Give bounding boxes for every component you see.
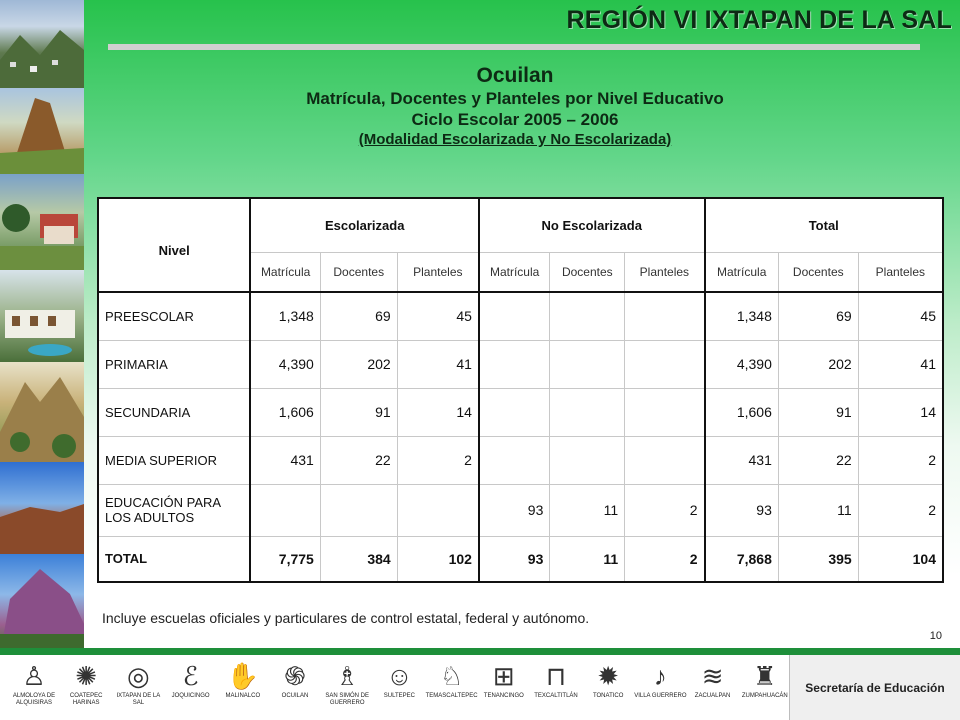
row-label: PREESCOLAR	[98, 292, 250, 340]
subheader-docentes: Docentes	[778, 252, 858, 292]
group-header-total: Total	[705, 198, 943, 252]
header-rule	[108, 44, 920, 50]
modality-note: (Modalidad Escolarizada y No Escolarizada)	[358, 131, 672, 148]
municipality-logo	[215, 661, 271, 700]
municipality-name: SAN SIMÓN DE GUERRERO	[325, 693, 370, 706]
table-cell: 1,348	[705, 292, 779, 340]
table-subtitle: Matrícula, Docentes y Planteles por Nivel Educativo	[306, 89, 724, 108]
municipality-logo-strip	[0, 655, 790, 720]
table-cell	[479, 436, 550, 484]
municipality-logo	[110, 661, 166, 707]
photo-strip	[0, 0, 84, 655]
table-cell: 93	[705, 484, 779, 536]
table-cell: 14	[397, 388, 479, 436]
group-header-row	[98, 198, 943, 252]
table-row	[98, 388, 943, 436]
landscape-photo-5	[0, 362, 84, 463]
table-cell	[625, 340, 705, 388]
table-cell: 4,390	[250, 340, 320, 388]
municipality-logo	[580, 661, 636, 700]
nivel-header: Nivel	[98, 198, 250, 292]
total-cell: 93	[479, 536, 550, 582]
landscape-photo-1	[0, 0, 84, 89]
glyph-spiral-icon: ֍	[284, 661, 306, 691]
subheader-docentes: Docentes	[320, 252, 397, 292]
municipality-name: OCUILAN	[281, 693, 309, 699]
table-cell: 11	[550, 484, 625, 536]
table-cell: 1,606	[250, 388, 320, 436]
municipality-logo	[371, 661, 427, 700]
glyph-sun-icon: ✹	[597, 661, 620, 691]
municipality-logo	[737, 661, 793, 700]
subheader-planteles: Planteles	[625, 252, 705, 292]
table-cell	[625, 292, 705, 340]
table-cell: 45	[858, 292, 943, 340]
glyph-temple-icon: ⊓	[545, 661, 567, 691]
landscape-photo-4	[0, 270, 84, 363]
municipality-logo	[632, 661, 688, 700]
table-cell	[550, 436, 625, 484]
subheader-planteles: Planteles	[397, 252, 479, 292]
table-cell	[550, 292, 625, 340]
table-cell	[397, 484, 479, 536]
municipality-name: TENANCINGO	[483, 693, 524, 699]
table-cell: 22	[778, 436, 858, 484]
glyph-ring-icon: ◎	[127, 661, 150, 691]
municipality-name: IXTAPAN DE LA SAL	[116, 693, 161, 706]
glyph-swirl-icon: ℰ	[182, 661, 199, 691]
municipality-logo	[685, 661, 741, 700]
municipality-logo	[319, 661, 375, 707]
glyph-figure-icon: ♙	[22, 661, 46, 691]
municipality-logo	[528, 661, 584, 700]
glyph-figure2-icon: ♗	[335, 661, 359, 691]
subheader-matricula: Matrícula	[705, 252, 779, 292]
table-cell: 1,606	[705, 388, 779, 436]
table-cell: 4,390	[705, 340, 779, 388]
municipality-name: TONATICO	[592, 693, 624, 699]
enrollment-table	[97, 197, 944, 583]
municipality-name: SULTEPEC	[383, 693, 415, 699]
table-cell: 1,348	[250, 292, 320, 340]
table-cell: 91	[320, 388, 397, 436]
institution-label: Secretaría de Educación	[789, 655, 960, 720]
table-cell	[479, 340, 550, 388]
landscape-photo-3	[0, 174, 84, 271]
subheader-matricula: Matrícula	[479, 252, 550, 292]
region-title: REGIÓN VI IXTAPAN DE LA SAL	[566, 6, 952, 34]
glyph-figure3-icon: ♘	[439, 661, 464, 691]
municipality-name: ALMOLOYA DE ALQUISIRAS	[12, 693, 56, 706]
table-cell: 41	[858, 340, 943, 388]
municipality-logo	[476, 661, 532, 700]
municipality-name: COATEPEC HARINAS	[69, 693, 103, 706]
table-cell: 2	[858, 436, 943, 484]
table-cell: 91	[778, 388, 858, 436]
total-label: TOTAL	[98, 536, 250, 582]
table-row	[98, 340, 943, 388]
group-header-no-escolarizada: No Escolarizada	[479, 198, 705, 252]
total-cell: 102	[397, 536, 479, 582]
row-label: EDUCACIÓN PARA LOS ADULTOS	[98, 484, 250, 536]
subheader-docentes: Docentes	[550, 252, 625, 292]
municipality-logo	[6, 661, 62, 707]
footnote: Incluye escuelas oficiales y particulares de control estatal, federal y autónomo.	[102, 610, 590, 626]
table-cell: 22	[320, 436, 397, 484]
school-cycle: Ciclo Escolar 2005 – 2006	[411, 110, 619, 129]
glyph-idol-icon: ♜	[753, 661, 777, 691]
table-row	[98, 292, 943, 340]
total-cell: 7,868	[705, 536, 779, 582]
landscape-photo-7	[0, 554, 84, 656]
table-cell: 431	[705, 436, 779, 484]
footer	[0, 655, 960, 720]
table-cell: 431	[250, 436, 320, 484]
table-cell	[550, 388, 625, 436]
glyph-crest-icon: ✺	[75, 661, 98, 691]
landscape-photo-2	[0, 88, 84, 175]
table-cell: 93	[479, 484, 550, 536]
municipality-logo	[424, 661, 480, 700]
table-cell: 202	[320, 340, 397, 388]
table-row	[98, 484, 943, 536]
total-cell: 104	[858, 536, 943, 582]
municipality-title: Ocuilan	[476, 64, 554, 87]
municipality-name: VILLA GUERRERO	[634, 693, 687, 699]
municipality-name: TEXCALTITLÁN	[534, 693, 578, 699]
glyph-stairs-icon: ≋	[701, 661, 724, 691]
municipality-logo	[267, 661, 323, 700]
table-cell: 69	[778, 292, 858, 340]
subheader-matricula: Matrícula	[250, 252, 320, 292]
municipality-name: MALINALCO	[225, 693, 261, 699]
table-cell	[550, 340, 625, 388]
group-header-escolarizada: Escolarizada	[250, 198, 479, 252]
table-cell	[250, 484, 320, 536]
municipality-name: ZUMPAHUACÁN	[741, 693, 788, 699]
total-cell: 2	[625, 536, 705, 582]
table-cell: 2	[625, 484, 705, 536]
table-cell: 2	[397, 436, 479, 484]
total-cell: 384	[320, 536, 397, 582]
table-cell: 41	[397, 340, 479, 388]
municipality-name: TEMASCALTEPEC	[425, 693, 478, 699]
table-cell	[625, 436, 705, 484]
total-cell: 11	[550, 536, 625, 582]
municipality-name: JOQUICINGO	[171, 693, 210, 699]
table-cell	[479, 292, 550, 340]
row-label: PRIMARIA	[98, 340, 250, 388]
table-cell: 14	[858, 388, 943, 436]
title-block	[100, 64, 930, 150]
municipality-logo	[58, 661, 114, 707]
total-row	[98, 536, 943, 582]
footer-band	[0, 648, 960, 655]
total-cell: 395	[778, 536, 858, 582]
table-cell	[320, 484, 397, 536]
table-cell: 69	[320, 292, 397, 340]
table-cell: 45	[397, 292, 479, 340]
table-cell: 2	[858, 484, 943, 536]
table-cell	[625, 388, 705, 436]
glyph-face-icon: ☺	[386, 661, 413, 691]
total-cell: 7,775	[250, 536, 320, 582]
subheader-planteles: Planteles	[858, 252, 943, 292]
table-cell: 11	[778, 484, 858, 536]
row-label: SECUNDARIA	[98, 388, 250, 436]
glyph-comb-icon: ⊞	[492, 661, 515, 691]
glyph-hand-icon: ✋	[226, 661, 259, 691]
glyph-bird-icon: ♪	[653, 661, 667, 691]
table-cell	[479, 388, 550, 436]
row-label: MEDIA SUPERIOR	[98, 436, 250, 484]
page-number: 10	[929, 630, 942, 642]
municipality-name: ZACUALPAN	[694, 693, 731, 699]
table-cell: 202	[778, 340, 858, 388]
municipality-logo	[163, 661, 219, 700]
table-row	[98, 436, 943, 484]
landscape-photo-6	[0, 462, 84, 555]
